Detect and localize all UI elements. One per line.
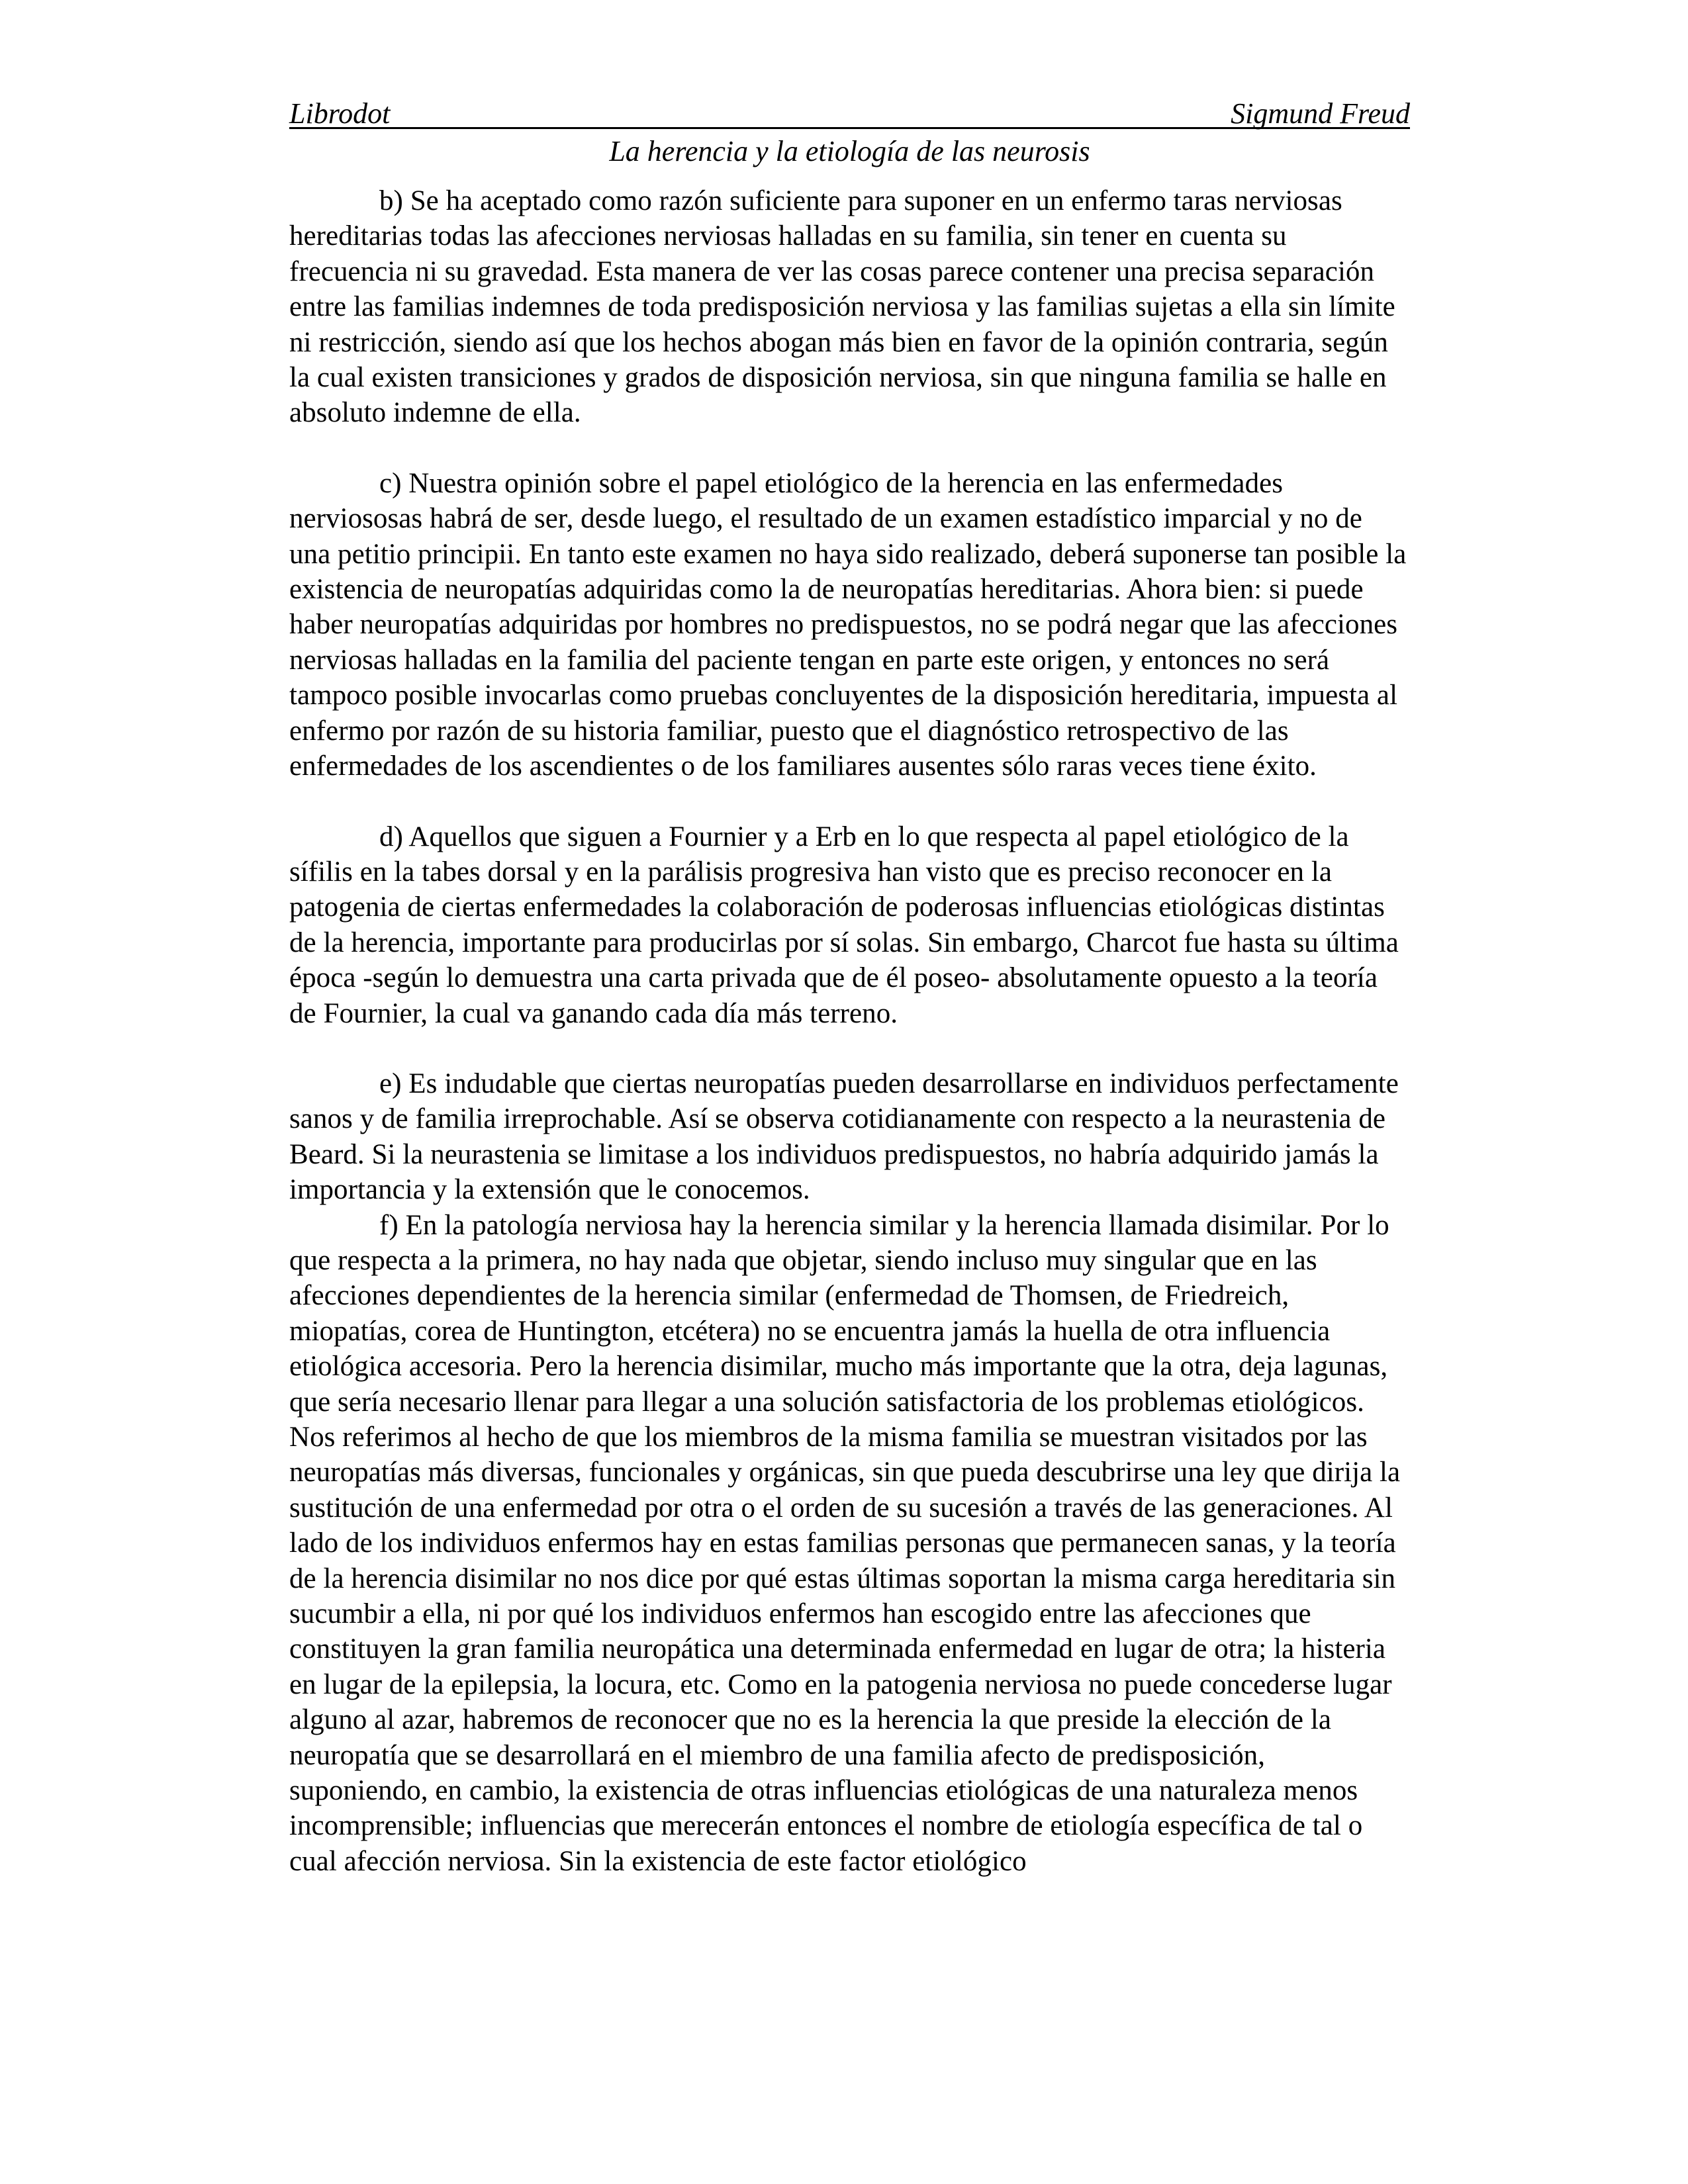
paragraph-d: d) Aquellos que siguen a Fournier y a Erb en lo que respecta al papel etiológico de la sífilis en la tabes dorsal y en la parálisis progresiva han visto que es preciso reconocer en la patogenia de ciertas enfermedades la colaboración de poderosas influencias etiológicas distintas de la herencia, importante para producirlas por sí solas. Sin embargo, Charcot fue hasta su última época -según lo demuestra una carta privada que de él poseo- absolutamente opuesto a la teoría de Fournier, la cual va ganando cada día más terreno.	[289, 821, 1399, 1029]
document-page	[289, 93, 1410, 1879]
paragraph-f: f) En la patología nerviosa hay la herencia similar y la herencia llamada disimilar. Por lo que respecta a la primera, no hay nada que objetar, siendo incluso muy singular que en las afecciones dependientes de la herencia similar (enfermedad de Thomsen, de Friedreich, miopatías, corea de Huntington, etcétera) no se encuentra jamás la huella de otra influencia etiológica accesoria. Pero la herencia disimilar, mucho más importante que la otra, deja lagunas, que sería necesario llenar para llegar a una solución satisfactoria de los problemas etiológicos. Nos referimos al hecho de que los miembros de la misma familia se muestran visitados por las neuropatías más diversas, funcionales y orgánicas, sin que pueda descubrirse una ley que dirija la sustitución de una enfermedad por otra o el orden de su sucesión a través de las generaciones. Al lado de los individuos enfermos hay en estas familias personas que permanecen sanas, y la teoría de la herencia disimilar no nos dice por qué estas últimas soportan la misma carga hereditaria sin sucumbir a ella, ni por qué los individuos enfermos han escogido entre las afecciones que constituyen la gran familia neuropática una determinada enfermedad en lugar de otra; la histeria en lugar de la epilepsia, la locura, etc. Como en la patogenia nerviosa no puede concederse lugar alguno al azar, habremos de reconocer que no es la herencia la que preside la elección de la neuropatía que se desarrollará en el miembro de una familia afecto de predisposición, suponiendo, en cambio, la existencia de otras influencias etiológicas de una naturaleza menos incomprensible; influencias que merecerán entonces el nombre de etiología específica de tal o cual afección nerviosa. Sin la existencia de este factor etiológico	[289, 1209, 1401, 1877]
running-header	[289, 93, 1410, 129]
header-author: Sigmund Freud	[1231, 97, 1410, 130]
document-title: La herencia y la etiología de las neurosis	[609, 135, 1090, 167]
paragraph-c: c) Nuestra opinión sobre el papel etiológico de la herencia en las enfermedades nerviososas habrá de ser, desde luego, el resultado de un examen estadístico imparcial y no de una petitio principii. En tanto este examen no haya sido realizado, deberá suponerse tan posible la existencia de neuropatías adquiridas como la de neuropatías hereditarias. Ahora bien: si puede haber neuropatías adquiridas por hombres no predispuestos, no se podrá negar que las afecciones nerviosas halladas en la familia del paciente tengan en parte este origen, y entonces no será tampoco posible invocarlas como pruebas concluyentes de la disposición hereditaria, impuesta al enfermo por razón de su historia familiar, puesto que el diagnóstico retrospectivo de las enfermedades de los ascendientes o de los familiares ausentes sólo raras veces tiene éxito.	[289, 467, 1407, 782]
paragraph-e: e) Es indudable que ciertas neuropatías pueden desarrollarse en individuos perfectamente sanos y de familia irreprochable. Así se observa cotidianamente con respecto a la neurastenia de Beard. Si la neurastenia se limitase a los individuos predispuestos, no habría adquirido jamás la importancia y la extensión que le conocemos.	[289, 1068, 1399, 1206]
body-text	[289, 183, 1410, 1879]
header-source: Librodot	[289, 97, 391, 130]
paragraph-b: b) Se ha aceptado como razón suficiente para suponer en un enfermo taras nerviosas hereditarias todas las afecciones nerviosas halladas en su familia, sin tener en cuenta su frecuencia ni su gravedad. Esta manera de ver las cosas parece contener una precisa separación entre las familias indemnes de toda predisposición nerviosa y las familias sujetas a ella sin límite ni restricción, siendo así que los hechos abogan más bien en favor de la opinión contraria, según la cual existen transiciones y grados de disposición nerviosa, sin que ninguna familia se halle en absoluto indemne de ella.	[289, 185, 1395, 429]
